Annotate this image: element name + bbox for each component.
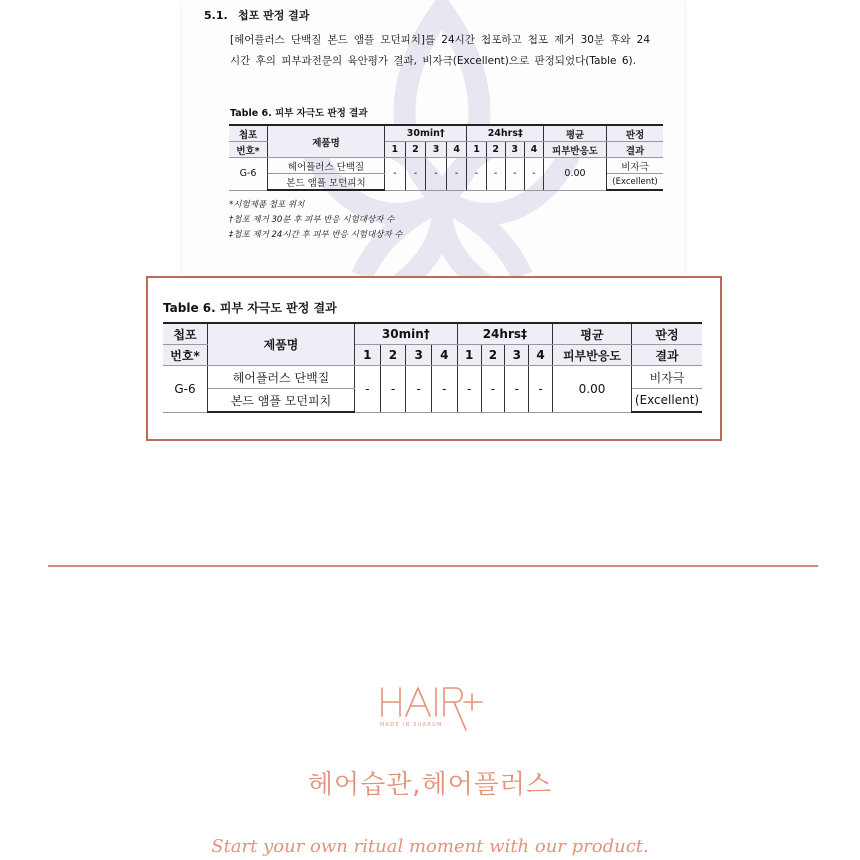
cell-product-1: 헤어플러스 단백질 bbox=[208, 366, 355, 389]
footnote: †첩포 제거 30분 후 피부 반응 시험대상자 수 bbox=[229, 215, 395, 225]
header-judge-2: 결과 bbox=[607, 142, 664, 158]
header-24hrs: 24hrs‡ bbox=[467, 125, 544, 142]
sub-header: 3 bbox=[505, 142, 524, 158]
cell-average: 0.00 bbox=[544, 158, 607, 191]
header-patch-no: 첩포 bbox=[229, 125, 268, 142]
sub-header: 3 bbox=[426, 142, 447, 158]
header-average: 평균 bbox=[553, 323, 632, 345]
cell-value: - bbox=[486, 158, 505, 191]
cell-value: - bbox=[426, 158, 447, 191]
header-product: 제품명 bbox=[268, 125, 385, 158]
footnote: *시험제품 첩포 위치 bbox=[229, 200, 305, 210]
cell-value: - bbox=[467, 158, 486, 191]
sub-header: 4 bbox=[446, 142, 467, 158]
cell-value: - bbox=[529, 366, 553, 413]
cell-value: - bbox=[524, 158, 543, 191]
sub-header: 4 bbox=[431, 345, 457, 366]
header-judge: 판정 bbox=[632, 323, 703, 345]
cell-judge-1: 비자극 bbox=[607, 158, 664, 174]
irritation-table bbox=[163, 322, 702, 413]
cell-product-2: 본드 앰플 모던피치 bbox=[208, 389, 355, 413]
svg-text:MADE IN SUARUM: MADE IN SUARUM bbox=[380, 723, 443, 728]
footnotes bbox=[229, 198, 403, 243]
header-30min: 30min† bbox=[355, 323, 458, 345]
header-average-2: 피부반응도 bbox=[553, 345, 632, 366]
result-paragraph: [헤어플러스 단백질 본드 앰플 모던피치]를 24시간 첩포하고 첩포 제거 30분 후와 24시간 후의 피부과전문의 육안평가 결과, 비자극(Excellent)으로 판정되었다(Table 6). bbox=[230, 34, 650, 67]
section-number: 5.1. bbox=[204, 9, 228, 22]
cell-value: - bbox=[446, 158, 467, 191]
header-30min: 30min† bbox=[385, 125, 467, 142]
section-divider bbox=[48, 565, 818, 567]
cell-patch-no: G-6 bbox=[229, 158, 268, 191]
sub-header: 3 bbox=[406, 345, 432, 366]
cell-product-1: 헤어플러스 단백질 bbox=[268, 158, 385, 174]
cell-value: - bbox=[355, 366, 381, 413]
cell-value: - bbox=[431, 366, 457, 413]
cell-judge-2: (Excellent) bbox=[607, 174, 664, 191]
header-average: 평균 bbox=[544, 125, 607, 142]
cell-value: - bbox=[505, 158, 524, 191]
cell-value: - bbox=[457, 366, 481, 413]
header-24hrs: 24hrs‡ bbox=[457, 323, 552, 345]
header-average-2: 피부반응도 bbox=[544, 142, 607, 158]
cell-value: - bbox=[405, 158, 426, 191]
header-patch-no: 첩포 bbox=[163, 323, 208, 345]
cell-patch-no: G-6 bbox=[163, 366, 208, 413]
header-judge: 판정 bbox=[607, 125, 664, 142]
document-excerpt bbox=[182, 0, 684, 276]
header-judge-2: 결과 bbox=[632, 345, 703, 366]
header-patch-no-2: 번호* bbox=[163, 345, 208, 366]
sub-header: 2 bbox=[481, 345, 505, 366]
sub-header: 1 bbox=[457, 345, 481, 366]
cell-value: - bbox=[481, 366, 505, 413]
sub-header: 2 bbox=[380, 345, 406, 366]
table-caption-small: Table 6. 피부 자극도 판정 결과 bbox=[230, 108, 368, 119]
sub-header: 3 bbox=[505, 345, 529, 366]
zoomed-table-frame bbox=[146, 276, 722, 441]
cell-product-2: 본드 앰플 모던피치 bbox=[268, 174, 385, 191]
table-caption: Table 6. 피부 자극도 판정 결과 bbox=[163, 301, 337, 315]
header-product: 제품명 bbox=[208, 323, 355, 366]
irritation-table-small bbox=[229, 124, 663, 191]
cell-average: 0.00 bbox=[553, 366, 632, 413]
sub-header: 1 bbox=[467, 142, 486, 158]
cell-value: - bbox=[505, 366, 529, 413]
cell-value: - bbox=[406, 366, 432, 413]
sub-header: 2 bbox=[486, 142, 505, 158]
tagline-korean: 헤어습관,헤어플러스 bbox=[307, 770, 553, 800]
sub-header: 2 bbox=[405, 142, 426, 158]
sub-header: 4 bbox=[524, 142, 543, 158]
cell-value: - bbox=[385, 158, 406, 191]
header-patch-no-2: 번호* bbox=[229, 142, 268, 158]
section-title: 첩포 판정 결과 bbox=[238, 9, 310, 22]
cell-value: - bbox=[380, 366, 406, 413]
cell-judge-1: 비자극 bbox=[632, 366, 703, 389]
hairplus-logo bbox=[378, 684, 488, 736]
sub-header: 1 bbox=[355, 345, 381, 366]
sub-header: 1 bbox=[385, 142, 406, 158]
tagline-english: Start your own ritual moment with our product. bbox=[211, 836, 649, 857]
section-heading bbox=[204, 7, 309, 23]
sub-header: 4 bbox=[529, 345, 553, 366]
footnote: ‡첩포 제거 24시간 후 피부 반응 시험대상자 수 bbox=[229, 230, 403, 240]
cell-judge-2: (Excellent) bbox=[632, 389, 703, 413]
